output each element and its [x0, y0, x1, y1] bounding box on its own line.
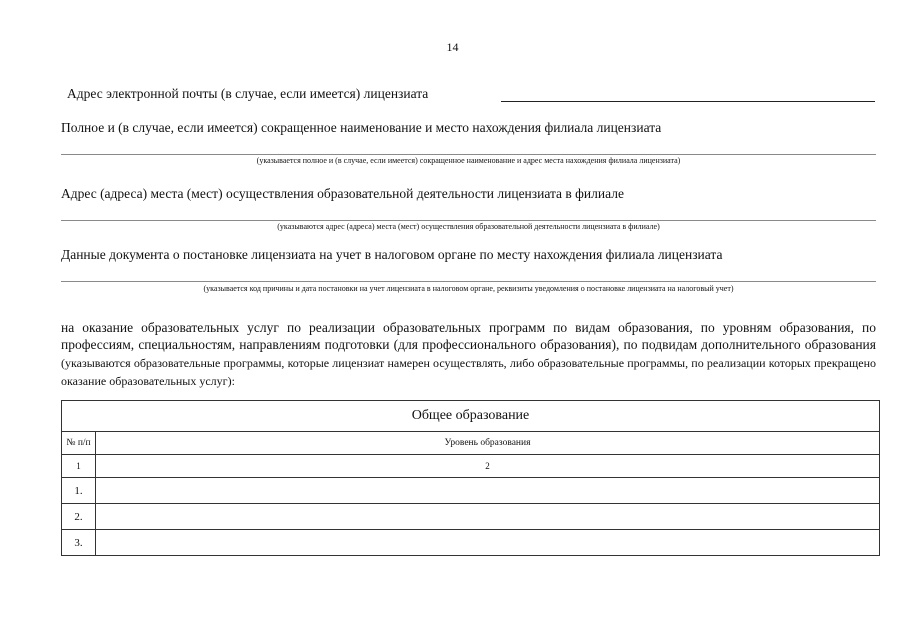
column-header-number: № п/п	[62, 432, 96, 455]
row-number: 1.	[62, 478, 96, 504]
table-row	[62, 478, 880, 504]
email-input-line[interactable]	[501, 101, 875, 102]
tax-registration-hint: (указывается код причины и дата постановки на учет лицензиата в налоговом органе, реквизиты уведомления о постановке лицензиата на налоговый учет)	[203, 284, 734, 293]
row-level-cell[interactable]	[96, 530, 880, 556]
column-header-level: Уровень образования	[96, 432, 880, 455]
services-paragraph	[61, 319, 876, 391]
services-paragraph-note: (указываются образовательные программы, которые лицензиат намерен осуществлять, либо образовательные программы, по реализации которых прекращено оказание образовательных услуг):	[61, 355, 876, 389]
row-number: 3.	[62, 530, 96, 556]
branch-address-label: Адрес (адреса) места (мест) осуществления образовательной деятельности лицензиата в филиале	[61, 186, 624, 201]
row-level-cell[interactable]	[96, 478, 880, 504]
branch-name-hint: (указывается полное и (в случае, если имеется) сокращенное наименование и адрес места нахождения филиала лицензиата)	[256, 156, 681, 165]
branch-name-input-line[interactable]	[61, 154, 876, 155]
table-row	[62, 504, 880, 530]
email-label: Адрес электронной почты (в случае, если имеется) лицензиата	[67, 86, 429, 101]
services-paragraph-main: на оказание образовательных услуг по реализации образовательных программ по видам образования, по уровням образования, по профессиям, специальностям, направлениям подготовки (для профессионального образования), по подвидам дополнительного образования	[61, 320, 876, 353]
branch-address-input-line[interactable]	[61, 220, 876, 221]
table-title: Общее образование	[62, 401, 880, 432]
general-education-table	[61, 400, 880, 556]
row-level-cell[interactable]	[96, 504, 880, 530]
tax-registration-input-line[interactable]	[61, 281, 876, 282]
column-index-level: 2	[96, 455, 880, 478]
row-number: 2.	[62, 504, 96, 530]
column-index-number: 1	[62, 455, 96, 478]
branch-address-hint: (указываются адрес (адреса) места (мест) осуществления образовательной деятельности лицензиата в филиале)	[277, 222, 660, 231]
branch-name-label: Полное и (в случае, если имеется) сокращенное наименование и место нахождения филиала лицензиата	[61, 120, 662, 135]
tax-registration-label: Данные документа о постановке лицензиата на учет в налоговом органе по месту нахождения филиала лицензиата	[61, 247, 723, 262]
table-row	[62, 530, 880, 556]
page-number: 14	[446, 40, 459, 54]
